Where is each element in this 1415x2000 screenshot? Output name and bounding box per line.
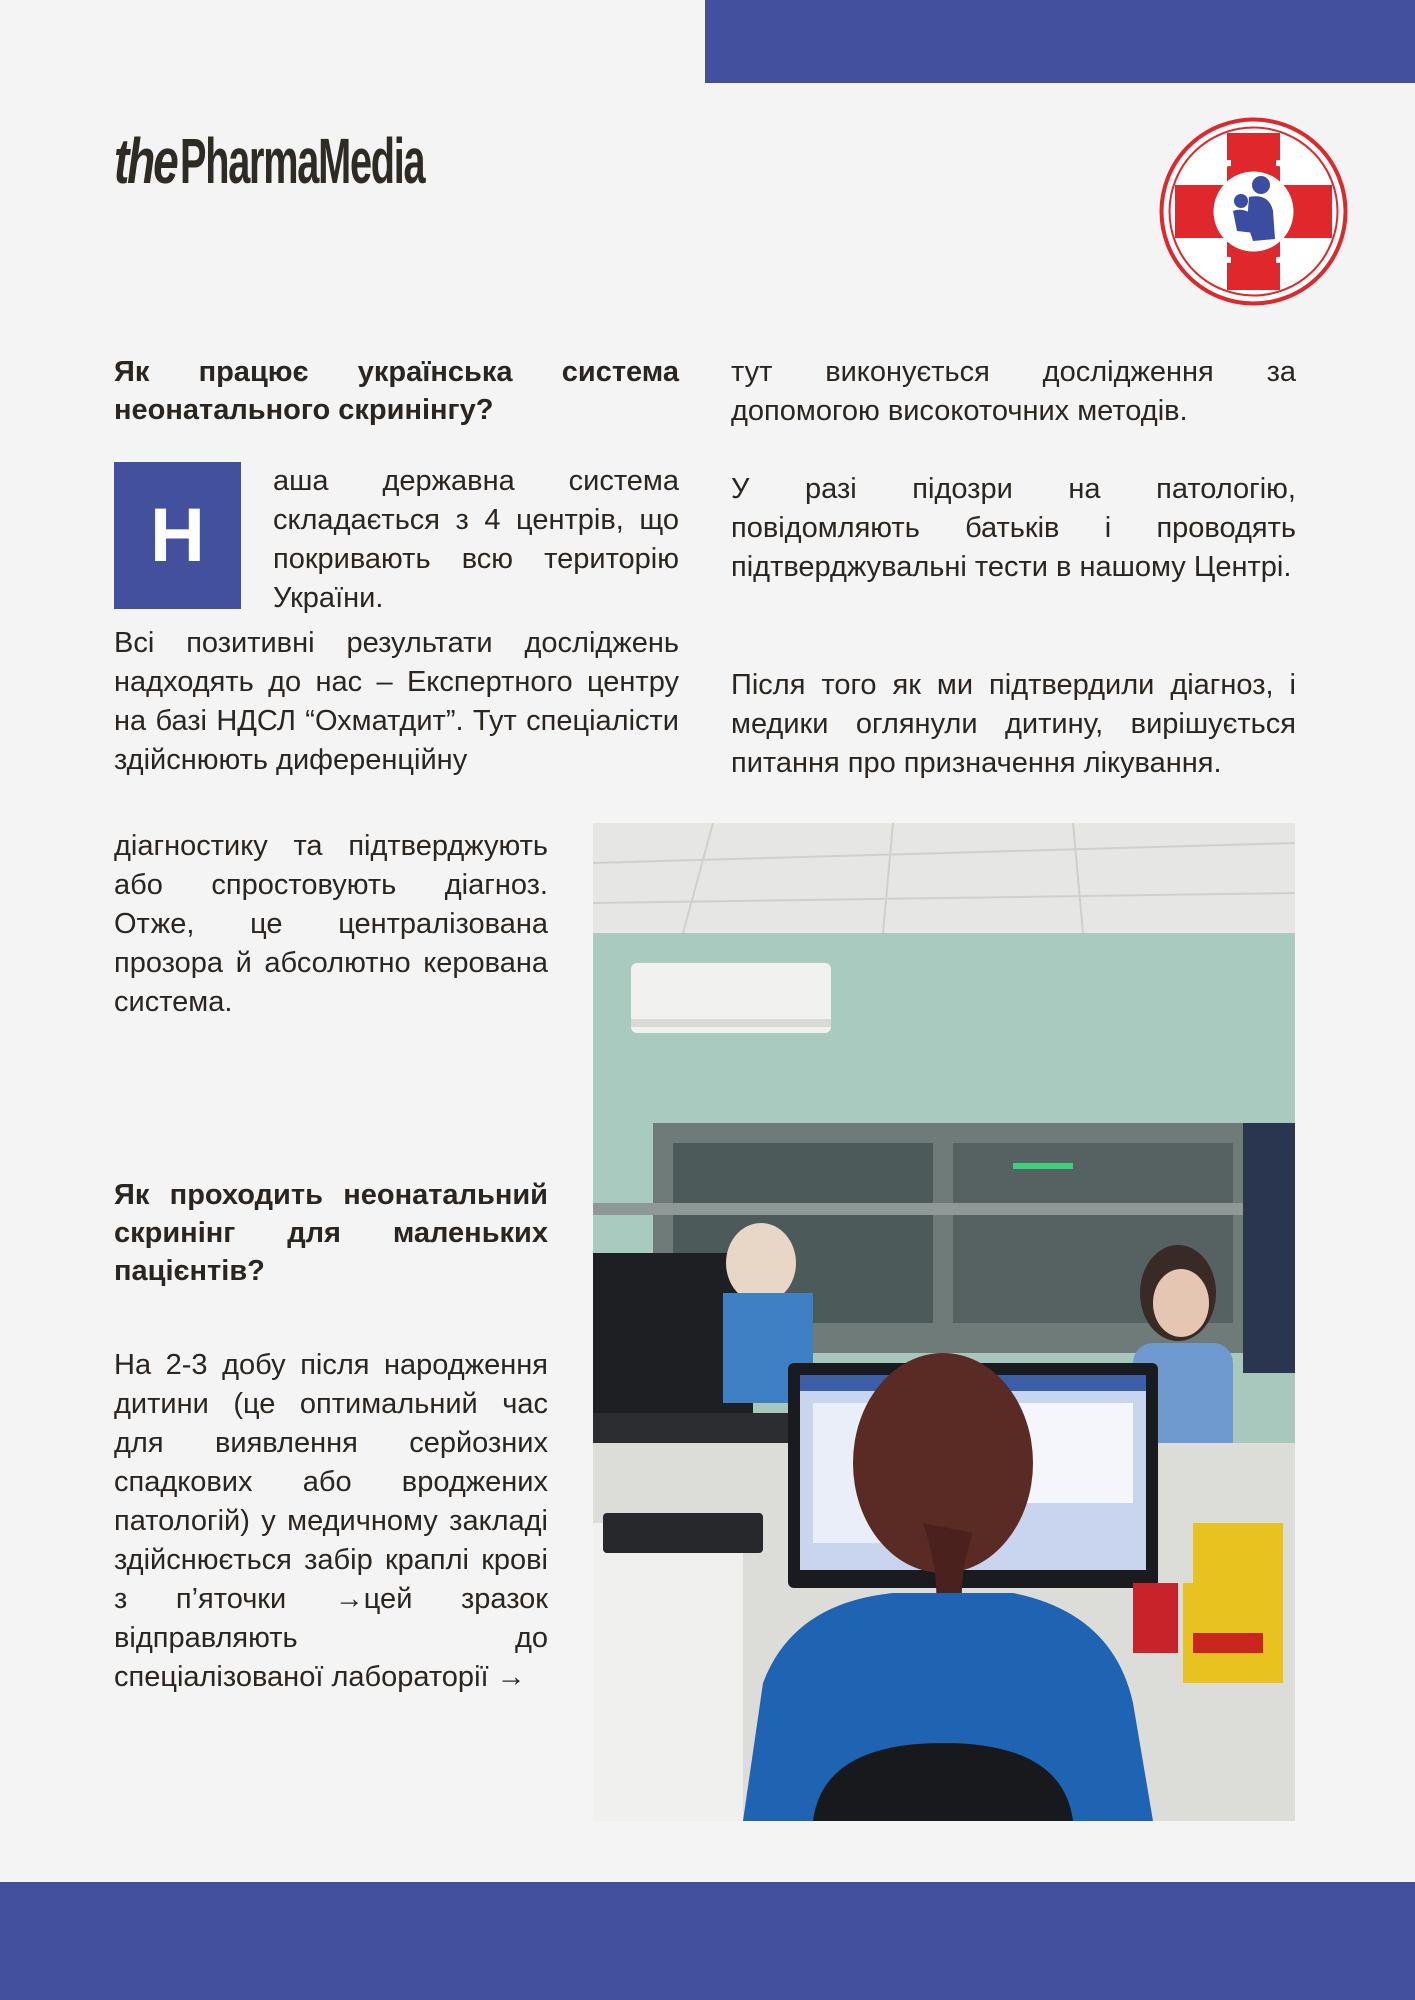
section2-heading: Як проходить неонатальний скринінг для маленьких пацієнтів?: [114, 1179, 548, 1287]
right-paragraph-2: У разі підозри на патологію, повідомляють батьків і проводять підтверджувальні тести в нашому Центрі.: [731, 473, 1296, 583]
section1-paragraph-start: аша державна система складається з 4 центрів, що покривають всю територію України.: [273, 465, 679, 614]
bottom-accent-bar: [0, 1882, 1415, 2000]
logo-brand: PharmaMedia: [180, 125, 425, 197]
section1-paragraph-tail: діагностику та підтверджують або спростовують діагноз. Отже, це централізована прозора й абсолютно керована система.: [114, 830, 548, 1018]
publication-logo: [114, 125, 574, 198]
section1-paragraph-continued: Всі позитивні результати досліджень надходять до нас – Експертного центру на базі НДСЛ “Охматдит”. Тут спеціалісти здійснюють диференційну: [114, 627, 679, 776]
right-paragraph-1: тут виконується дослідження за допомогою високоточних методів.: [731, 356, 1296, 427]
right-paragraph-3: Після того як ми підтвердили діагноз, і медики оглянули дитину, вирішується питання про призначення лікування.: [731, 669, 1296, 779]
laboratory-photo: [593, 823, 1295, 1821]
drop-cap: Н: [114, 462, 241, 609]
top-accent-bar: [705, 0, 1415, 83]
logo-prefix: the: [114, 125, 177, 197]
section1-heading: Як працює українська система неонатального скринінгу?: [114, 356, 679, 426]
section2-paragraph: На 2-3 добу після народження дитини (це оптимальний час для виявлення серйозних спадкових або вроджених патологій) у медичному закладі здійснюється забір краплі крові з п’яточки →цей зразок відправляють до спеціалізованої лабораторії →: [114, 1349, 548, 1693]
medical-cross-mother-child-icon: [1157, 115, 1350, 308]
